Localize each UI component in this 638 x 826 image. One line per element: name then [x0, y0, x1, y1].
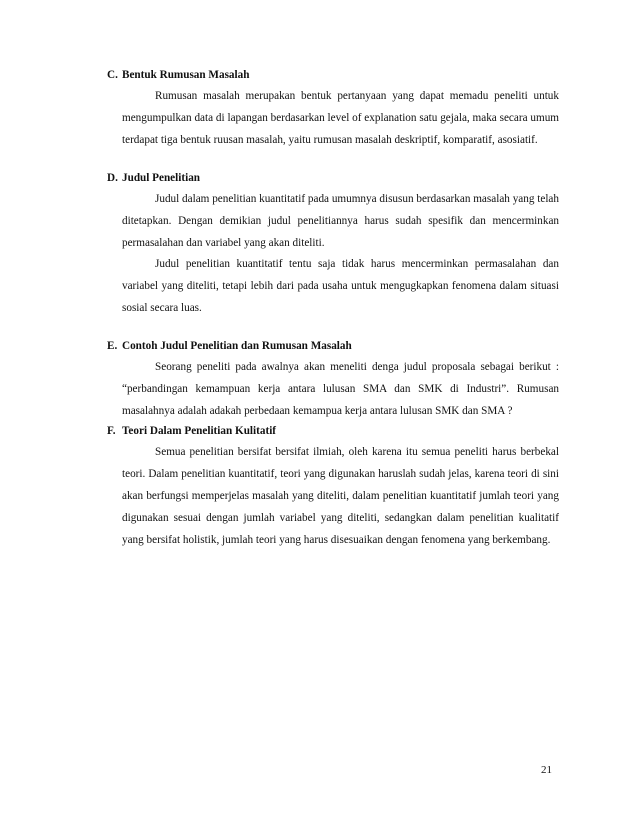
section-title: Judul Penelitian [122, 171, 201, 184]
section-title: Teori Dalam Penelitian Kulitatif [122, 424, 277, 437]
section-heading [107, 338, 559, 354]
section-letter: D. [107, 171, 118, 184]
paragraph: Seorang peneliti pada awalnya akan meneliti denga judul proposala sebagai berikut : “perbandingan kemampuan kerja antara lulusan SMA dan SMK di Industri”. Rumusan masalahnya adalah adakah perbedaan kemampua kerja antara lulusan SMK dan SMA ? [122, 361, 559, 417]
section-c [107, 67, 559, 152]
page-content [107, 67, 559, 551]
section-letter: E. [107, 340, 118, 353]
paragraph: Semua penelitian bersifat bersifat ilmiah, oleh karena itu semua peneliti harus berbekal teori. Dalam penelitian kuantitatif, teori yang digunakan haruslah sudah jelas, karena teori di sini akan berfungsi memperjelas masalah yang diteliti, dalam penelitian kuantitatif jumlah teori yang digunakan sesuai dengan jumlah variabel yang diteliti, sedangkan dalam penelitian kualitatif yang bersifat holistik, jumlah teori yang harus disesuaikan dengan fenomena yang berkembang. [122, 445, 559, 546]
section-heading [107, 170, 559, 186]
section-f [107, 423, 559, 552]
section-title: Contoh Judul Penelitian dan Rumusan Masalah [122, 340, 352, 353]
section-letter: F. [107, 424, 116, 437]
section-heading [107, 67, 559, 83]
page-number: 21 [541, 764, 552, 776]
section-d [107, 170, 559, 320]
section-letter: C. [107, 69, 118, 81]
paragraph: Judul penelitian kuantitatif tentu saja tidak harus mencerminkan permasalahan dan variabel yang diteliti, tetapi lebih dari pada usaha untuk mengugkapkan fenomena dalam situasi sosial secara luas. [122, 258, 559, 315]
section-title: Bentuk Rumusan Masalah [122, 69, 250, 81]
section-heading [107, 423, 559, 439]
paragraph: Judul dalam penelitian kuantitatif pada umumnya disusun berdasarkan masalah yang telah ditetapkan. Dengan demikian judul penelitiannya harus sudah spesifik dan mencerminkan permasalahan dan variabel yang akan diteliti. [122, 192, 559, 249]
paragraph: Rumusan masalah merupakan bentuk pertanyaan yang dapat memadu peneliti untuk mengumpulkan data di lapangan berdasarkan level of explanation satu gejala, maka secara umum terdapat tiga bentuk ruusan masalah, yaitu rumusan masalah deskriptif, komparatif, asosiatif. [122, 90, 559, 146]
section-e [107, 338, 559, 423]
